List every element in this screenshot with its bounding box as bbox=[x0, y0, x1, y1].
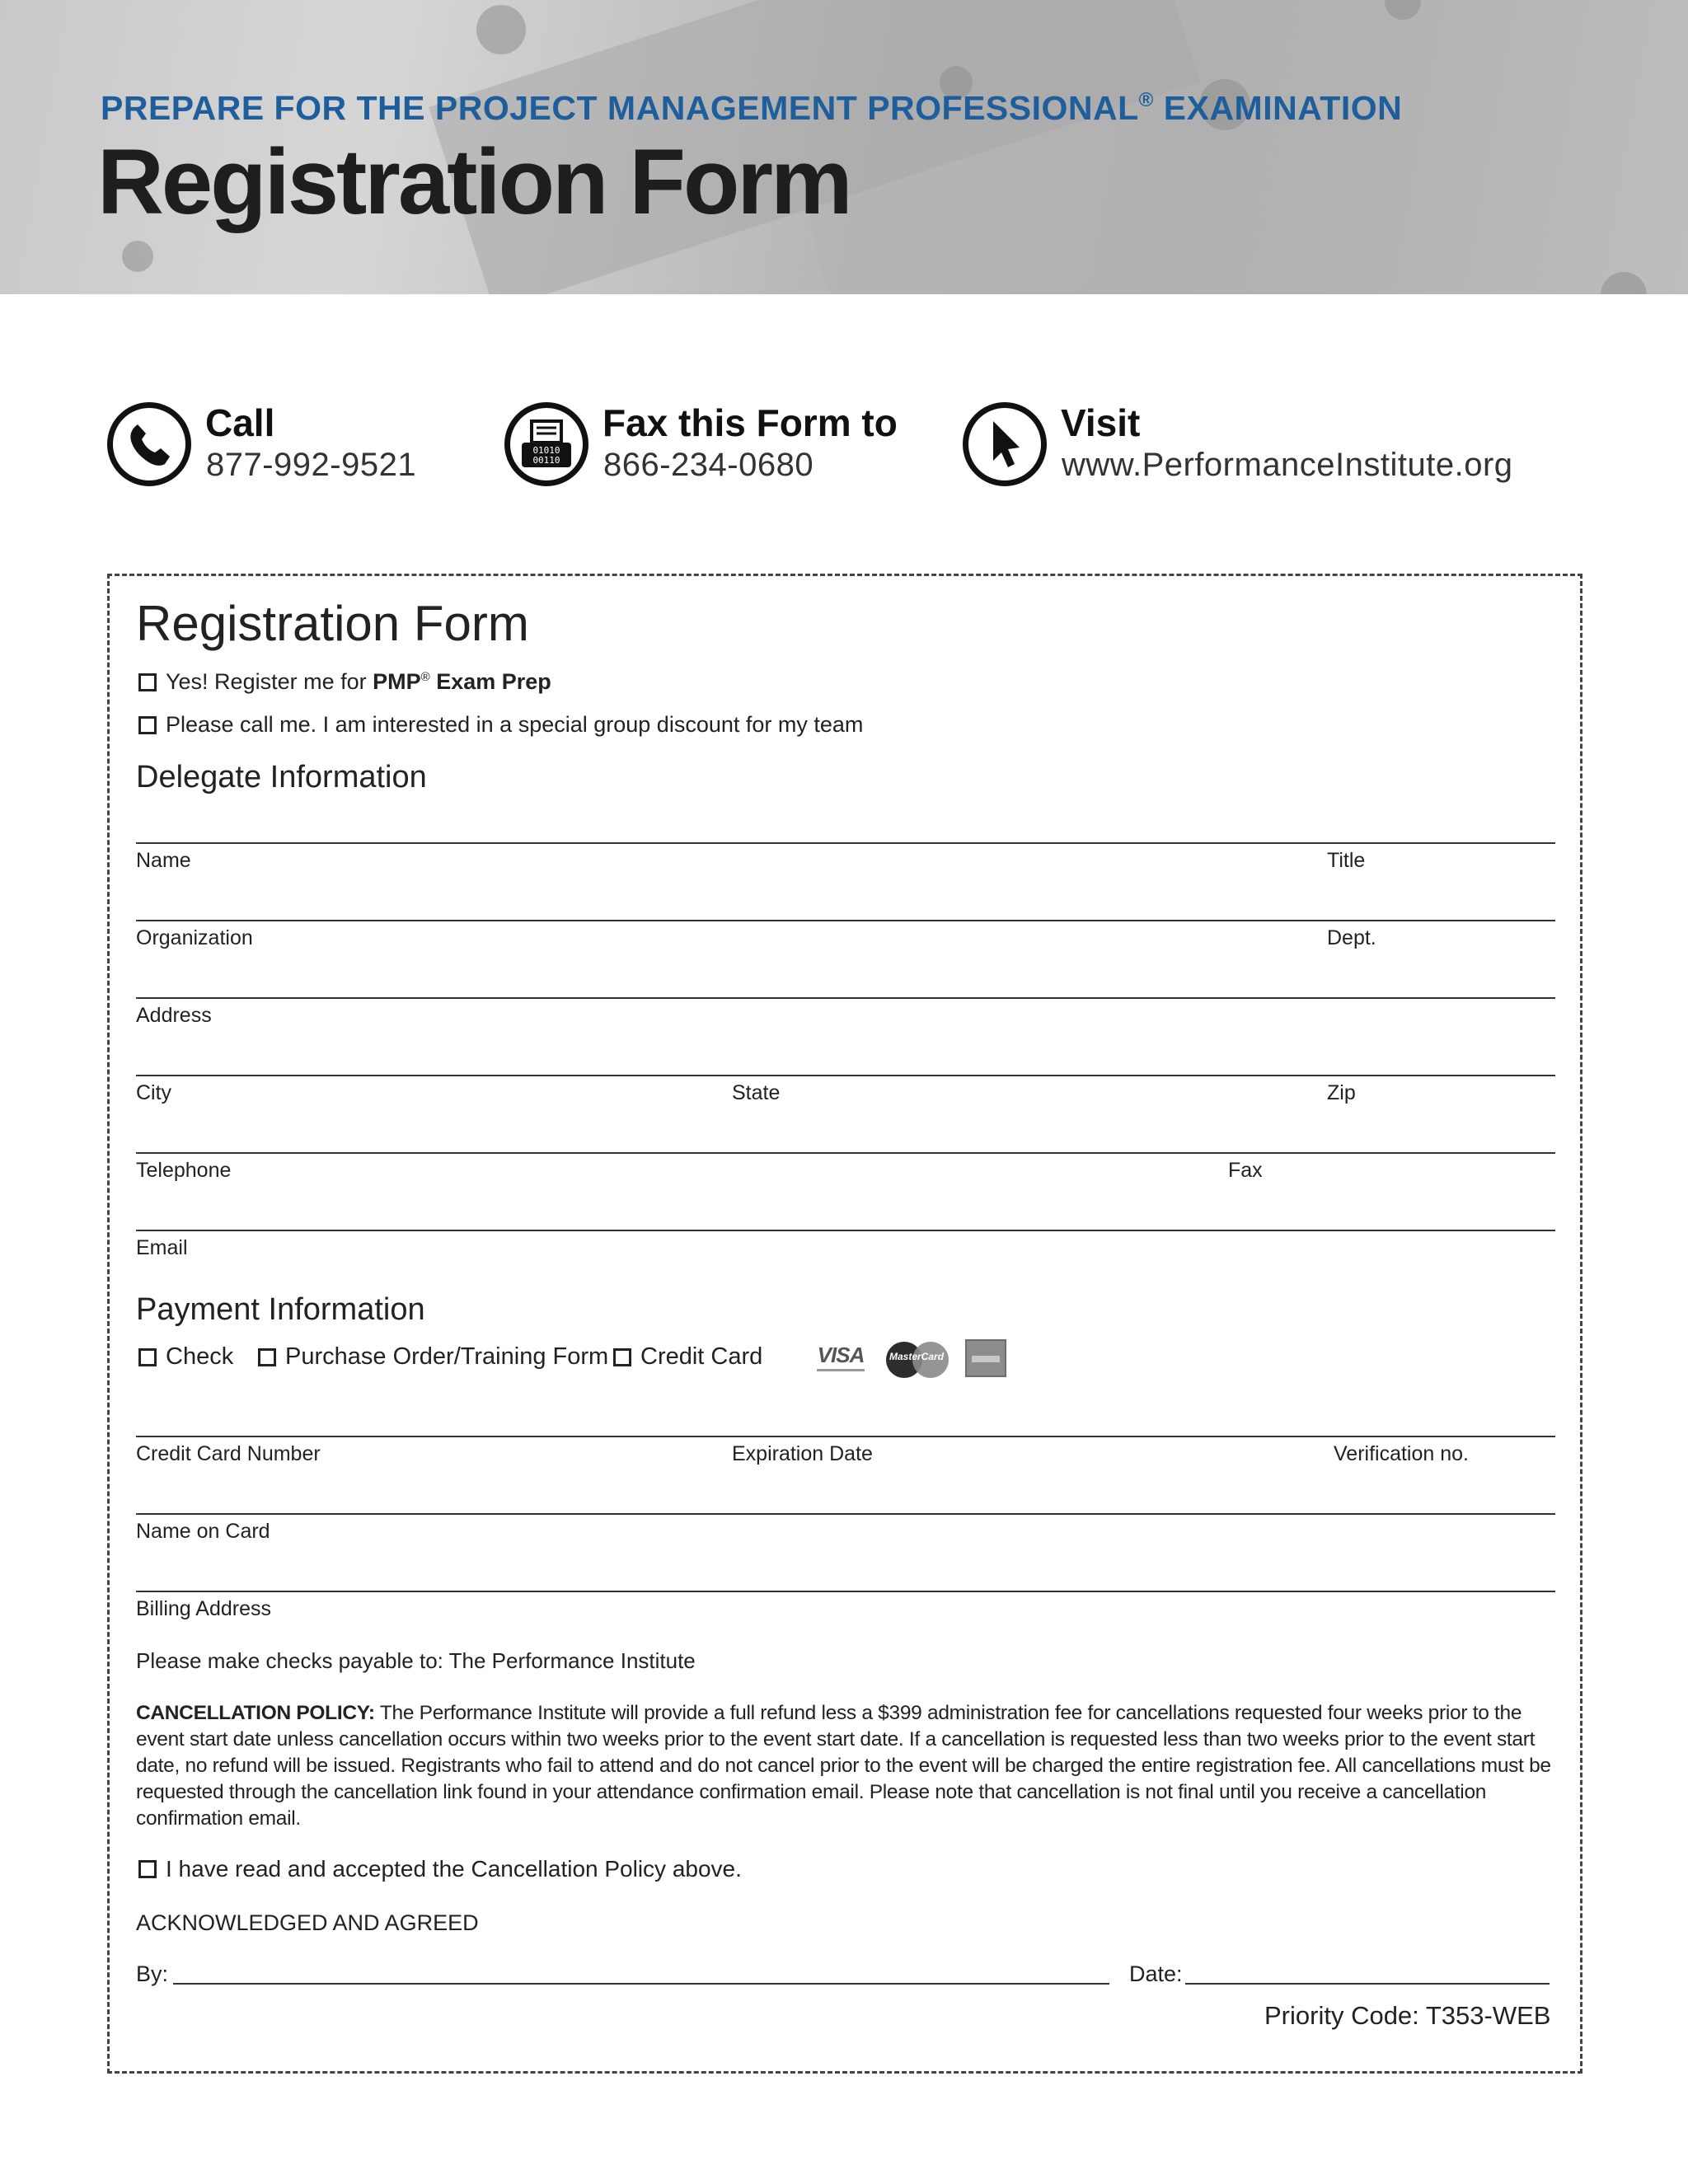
credit-card-checkbox[interactable] bbox=[613, 1348, 631, 1366]
date-line[interactable] bbox=[1185, 1983, 1550, 1985]
fax-icon bbox=[504, 402, 588, 486]
fax-icon-binary: 01010 bbox=[532, 445, 560, 456]
payment-option-check[interactable] bbox=[138, 1343, 233, 1371]
policy-label: CANCELLATION POLICY: bbox=[136, 1702, 375, 1724]
fax-field-label: Fax bbox=[1228, 1159, 1263, 1182]
contact-visit bbox=[963, 397, 1513, 488]
organization-label: Organization bbox=[136, 926, 253, 949]
priority-code: Priority Code: T353-WEB bbox=[1264, 2001, 1551, 2030]
accept-policy-checkbox[interactable] bbox=[138, 1860, 157, 1878]
check-checkbox[interactable] bbox=[138, 1348, 157, 1366]
zip-label: Zip bbox=[1327, 1081, 1356, 1104]
payment-heading: Payment Information bbox=[136, 1292, 425, 1327]
banner-dot bbox=[476, 5, 526, 54]
state-label: State bbox=[732, 1081, 781, 1104]
organization-field-line[interactable] bbox=[136, 920, 1555, 921]
name-on-card-field-line[interactable] bbox=[136, 1513, 1555, 1515]
name-field-line[interactable] bbox=[136, 842, 1555, 844]
city-state-zip-field-line[interactable] bbox=[136, 1075, 1555, 1076]
fax-number[interactable]: 866-234-0680 bbox=[603, 447, 814, 483]
billing-address-field-line[interactable] bbox=[136, 1591, 1555, 1592]
cursor-icon bbox=[963, 402, 1047, 486]
page-title: Registration Form bbox=[97, 130, 851, 233]
american-express-logo bbox=[965, 1339, 1006, 1377]
date-label: Date: bbox=[1129, 1961, 1183, 1986]
email-label: Email bbox=[136, 1236, 188, 1259]
group-discount-checkbox[interactable] bbox=[138, 716, 157, 734]
fax-icon-binary: 00110 bbox=[532, 455, 560, 466]
call-label: Call bbox=[205, 401, 275, 444]
accept-policy-label: I have read and accepted the Cancellation Policy above. bbox=[166, 1856, 742, 1882]
name-on-card-label: Name on Card bbox=[136, 1520, 270, 1543]
verification-label: Verification no. bbox=[1334, 1442, 1469, 1465]
register-option-label: Yes! Register me for PMP® Exam Prep bbox=[166, 669, 551, 694]
acknowledged-label: ACKNOWLEDGED AND AGREED bbox=[136, 1910, 479, 1935]
card-number-field-line[interactable] bbox=[136, 1436, 1555, 1437]
accept-policy-option[interactable] bbox=[138, 1856, 742, 1882]
expiration-label: Expiration Date bbox=[732, 1442, 873, 1465]
purchase-order-checkbox[interactable] bbox=[258, 1348, 276, 1366]
form-heading: Registration Form bbox=[136, 596, 529, 651]
payment-option-purchase-order[interactable] bbox=[258, 1343, 608, 1371]
payment-option-credit-card[interactable] bbox=[613, 1343, 762, 1371]
banner-dot bbox=[122, 241, 153, 272]
card-number-label: Credit Card Number bbox=[136, 1442, 321, 1465]
address-label: Address bbox=[136, 1004, 212, 1027]
contact-call bbox=[107, 397, 453, 488]
visit-label: Visit bbox=[1061, 401, 1141, 444]
title-label: Title bbox=[1327, 849, 1366, 872]
banner-dot bbox=[1601, 272, 1647, 294]
delegate-heading: Delegate Information bbox=[136, 760, 427, 794]
header-banner bbox=[0, 0, 1688, 294]
dept-label: Dept. bbox=[1327, 926, 1376, 949]
by-label: By: bbox=[136, 1961, 169, 1986]
visa-logo: VISA bbox=[812, 1338, 870, 1376]
fax-label: Fax this Form to bbox=[603, 401, 898, 444]
group-discount-label: Please call me. I am interested in a special group discount for my team bbox=[166, 712, 864, 737]
contact-fax bbox=[504, 397, 917, 488]
group-discount-option[interactable] bbox=[138, 712, 863, 738]
name-label: Name bbox=[136, 849, 191, 872]
checks-payable-note: Please make checks payable to: The Performance Institute bbox=[136, 1648, 696, 1673]
payment-option-label: Check bbox=[166, 1343, 234, 1370]
exam-kicker: PREPARE FOR THE PROJECT MANAGEMENT PROFESSIONAL® EXAMINATION bbox=[101, 89, 1403, 127]
mastercard-logo bbox=[884, 1338, 950, 1378]
call-phone-number[interactable]: 877-992-9521 bbox=[206, 447, 417, 483]
payment-option-label: Purchase Order/Training Form bbox=[285, 1343, 609, 1370]
register-option[interactable] bbox=[138, 669, 551, 695]
telephone-fax-field-line[interactable] bbox=[136, 1152, 1555, 1154]
mastercard-logo-text: MasterCard bbox=[889, 1351, 945, 1362]
payment-option-label: Credit Card bbox=[640, 1343, 763, 1370]
billing-address-label: Billing Address bbox=[136, 1597, 271, 1620]
register-checkbox[interactable] bbox=[138, 673, 157, 691]
email-field-line[interactable] bbox=[136, 1230, 1555, 1231]
signature-line[interactable] bbox=[173, 1983, 1109, 1985]
city-label: City bbox=[136, 1081, 172, 1104]
address-field-line[interactable] bbox=[136, 997, 1555, 999]
banner-dot bbox=[1385, 0, 1421, 20]
policy-text: The Performance Institute will provide a full refund less a $399 administration fee for cancellations requested four weeks prior to the event start date unless cancellation occurs within two weeks prior to the event start date. If a cancellation is requested less than two weeks prior to the event start date, no refund will be issued. Registrants who fail to attend and do not cancel prior to the event will be charged the entire registration fee. All cancellations must be requested through the cancellation link found in your attendance confirmation email. Please note that cancellation is not final until you receive a cancellation confirmation email. bbox=[136, 1702, 1551, 1830]
phone-icon bbox=[107, 402, 191, 486]
cancellation-policy bbox=[136, 1700, 1555, 1832]
website-link[interactable]: www.PerformanceInstitute.org bbox=[1062, 447, 1513, 483]
telephone-label: Telephone bbox=[136, 1159, 232, 1182]
